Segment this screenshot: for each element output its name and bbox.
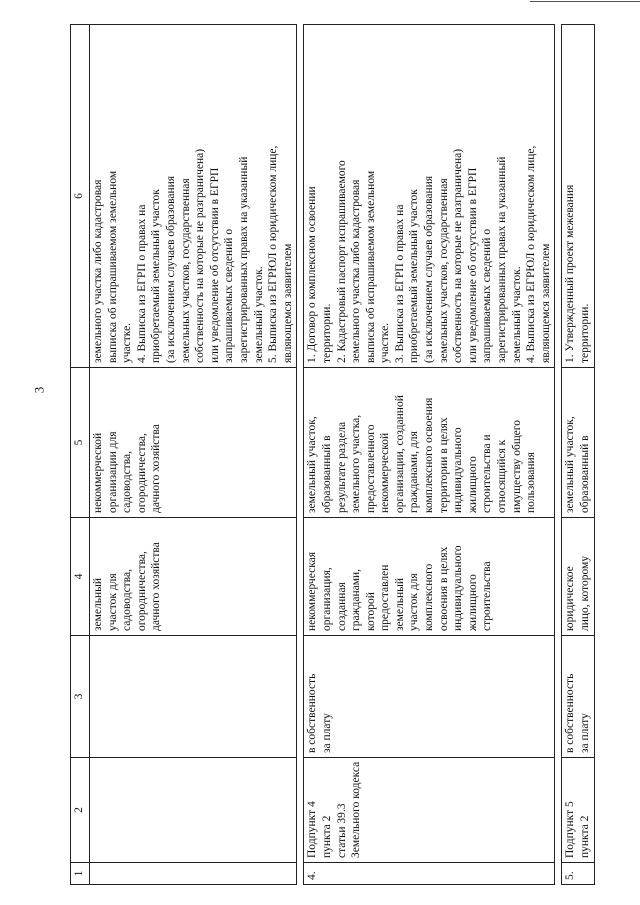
cell-text-line: комплексного освоения <box>423 397 436 513</box>
cell-text-line: участок для <box>408 573 421 631</box>
cell-text-line: 2. Кадастровый паспорт испрашиваемого <box>335 160 348 363</box>
cell-applicant <box>562 518 594 636</box>
row-separator <box>555 25 562 885</box>
cell-text-line: гражданами, для <box>408 431 421 513</box>
cell-text-line: выписка об испрашиваемом земельном <box>106 170 119 363</box>
cell-text-line: созданная <box>335 582 348 631</box>
cell-text-line: индивидуального <box>452 545 465 631</box>
cell-land-plot <box>304 368 555 518</box>
cell-text-line: некоммерческая <box>306 551 319 631</box>
table-row <box>562 25 594 885</box>
cell-text-line: Подпункт 4 <box>306 801 319 858</box>
cell-applicant <box>304 518 555 636</box>
cell-text-line: (за исключением случаев образования <box>164 175 177 363</box>
cell-text-line: приобретаемый земельный участок <box>408 189 421 363</box>
cell-text-line: земельных участков, государственная <box>179 178 192 363</box>
cell-text-line: выписка об испрашиваемом земельном <box>364 170 377 363</box>
cell-text-line: земельного участка либо кадастровая <box>92 179 104 363</box>
cell-text-line: которой <box>364 592 377 631</box>
cell-text-line: земельный <box>393 577 406 631</box>
header-cell: 3 <box>71 636 90 758</box>
cell-text-line: гражданами, <box>350 568 363 631</box>
cell-text-line: комплексного <box>423 563 436 631</box>
land-plot-table <box>70 24 595 885</box>
cell-text-line: огородничества, <box>135 433 148 513</box>
cell-text-line: 1. Договор о комплексном освоении <box>306 186 319 363</box>
cell-text-line: предоставленного <box>364 424 377 513</box>
cell-legal-basis <box>562 758 594 863</box>
cell-text-line: пункта 2 <box>320 815 333 858</box>
cell-text-line: земельный участок. <box>510 266 523 363</box>
cell-land-plot <box>90 368 297 518</box>
cell-text-line: собственность на которые не разграничена) <box>194 148 207 363</box>
cell-text-line: пользования <box>525 452 538 513</box>
top-rule <box>530 1 640 2</box>
cell-text-line: в собственность <box>564 673 577 753</box>
cell-number: 5. <box>562 863 594 885</box>
cell-text-line: статьи 39.3 <box>335 803 348 858</box>
cell-text-line: в собственность <box>306 673 319 753</box>
cell-text-line: пункта 2 <box>579 815 591 858</box>
cell-text-line: участке. <box>121 322 134 363</box>
cell-text-line: Подпункт 5 <box>564 801 577 858</box>
row-separator <box>297 25 304 885</box>
rotated-table-container <box>70 25 590 885</box>
cell-legal-basis <box>304 758 555 863</box>
cell-text-line: земельных участков, государственная <box>437 178 450 363</box>
cell-text-line: участке. <box>379 322 392 363</box>
cell-right-type <box>562 636 594 758</box>
cell-right-type <box>90 636 297 758</box>
cell-text-line: земельного участка, <box>350 414 363 513</box>
cell-text-line: 1. Утвержденный проект межевания <box>564 184 577 363</box>
cell-text-line: некоммерческой <box>92 432 104 513</box>
cell-text-line: образованный в <box>579 435 591 513</box>
cell-text-line: образованный в <box>320 435 333 513</box>
cell-text-line: земельный участок, <box>306 416 319 513</box>
cell-land-plot <box>562 368 594 518</box>
header-cell: 6 <box>71 25 90 368</box>
cell-text-line: земельный участок, <box>564 416 577 513</box>
cell-applicant <box>90 518 297 636</box>
cell-text-line: запрашиваемых сведений о <box>223 228 236 363</box>
cell-text-line: участок для <box>106 573 119 631</box>
cell-text-line: (за исключением случаев образования <box>423 175 436 363</box>
cell-text-line: или уведомление об отсутствии в ЕГРП <box>208 167 221 363</box>
cell-documents <box>90 25 297 368</box>
cell-text-line: территории в целях <box>437 417 450 513</box>
cell-text-line: организация, <box>320 567 333 631</box>
table-row-continued <box>90 25 297 885</box>
header-cell: 4 <box>71 518 90 636</box>
cell-text-line: запрашиваемых сведений о <box>481 228 494 363</box>
cell-text-line: за плату <box>320 713 333 753</box>
cell-number: 4. <box>304 863 555 885</box>
cell-text-line: организации для <box>106 431 119 513</box>
cell-text-line: являющемся заявителем <box>539 243 552 363</box>
cell-text-line: имуществу общего <box>510 420 523 513</box>
cell-text-line: 3. Выписка из ЕГРП о правах на <box>393 204 406 363</box>
cell-text-line: 4. Выписка из ЕГРП о правах на <box>135 204 148 363</box>
cell-documents <box>562 25 594 368</box>
cell-legal-basis <box>90 758 297 863</box>
header-cell: 5 <box>71 368 90 518</box>
cell-text-line: юридическое <box>564 566 577 631</box>
cell-text-line: лицо, которому <box>579 555 591 631</box>
cell-text-line: огородничества, <box>135 551 148 631</box>
page-number: 3 <box>31 386 47 394</box>
cell-text-line: зарегистрированных правах на указанный <box>237 156 250 363</box>
cell-text-line: предоставлен <box>379 564 392 631</box>
cell-text-line: садоводства, <box>121 451 134 513</box>
cell-documents <box>304 25 555 368</box>
cell-text-line: строительства <box>481 561 494 631</box>
cell-text-line: жилищного <box>466 574 479 631</box>
cell-text-line: 4. Выписка из ЕГРЮЛ о юридическом лице, <box>525 145 538 363</box>
cell-text-line: земельный <box>92 577 104 631</box>
cell-text-line: освоения в целях <box>437 546 450 631</box>
cell-number <box>90 863 297 885</box>
cell-text-line: результате раздела <box>335 421 348 513</box>
header-cell: 1 <box>71 863 90 885</box>
cell-text-line: или уведомление об отсутствии в ЕГРП <box>466 167 479 363</box>
cell-text-line: строительства и <box>481 434 494 513</box>
cell-text-line: территории. <box>320 303 333 363</box>
cell-text-line: Земельного кодекса <box>350 761 363 858</box>
table-row <box>304 25 555 885</box>
cell-text-line: собственность на которые не разграничена) <box>452 148 465 363</box>
cell-text-line: территории. <box>579 303 591 363</box>
cell-text-line: за плату <box>579 713 591 753</box>
cell-text-line: дачного хозяйства <box>150 542 163 631</box>
header-cell: 2 <box>71 758 90 863</box>
cell-text-line: 5. Выписка из ЕГРЮЛ о юридическом лице, <box>267 145 280 363</box>
cell-text-line: зарегистрированных правах на указанный <box>496 156 509 363</box>
cell-text-line: являющемся заявителем <box>281 243 294 363</box>
cell-text-line: индивидуального <box>452 427 465 513</box>
cell-right-type <box>304 636 555 758</box>
cell-text-line: дачного хозяйства <box>150 424 163 513</box>
cell-text-line: организации, созданной <box>393 395 406 513</box>
cell-text-line: некоммерческой <box>379 432 392 513</box>
cell-text-line: жилищного <box>466 456 479 513</box>
cell-text-line: земельный участок. <box>252 266 265 363</box>
header-row <box>71 25 90 885</box>
cell-text-line: относящийся к <box>496 439 509 513</box>
cell-text-line: приобретаемый земельный участок <box>150 189 163 363</box>
cell-text-line: земельного участка либо кадастровая <box>350 179 363 363</box>
cell-text-line: садоводства, <box>121 569 134 631</box>
